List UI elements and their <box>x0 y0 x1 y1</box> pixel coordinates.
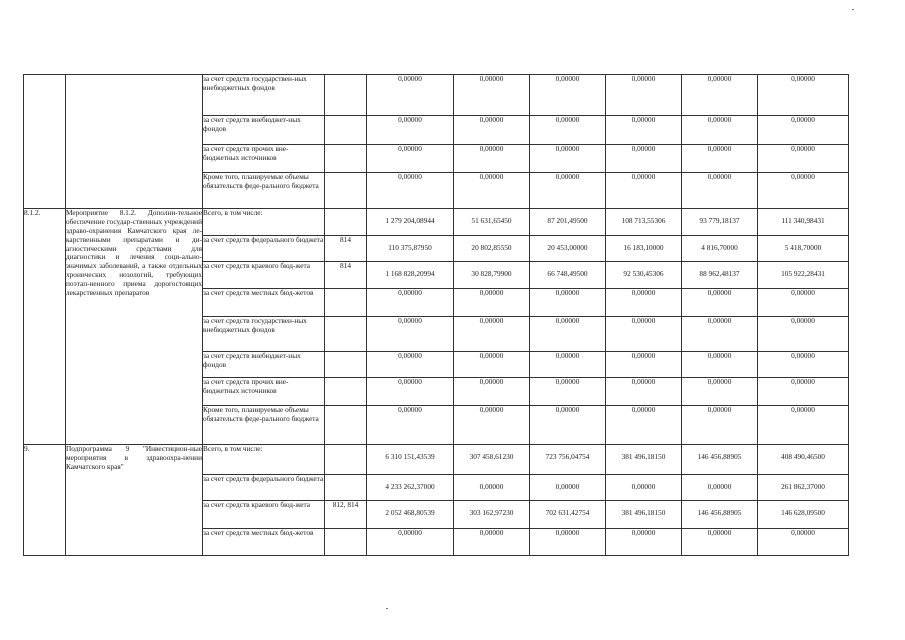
amount-year: 0,00000 <box>682 145 758 173</box>
table-row <box>24 75 849 116</box>
amount-year: 408 490,46500 <box>758 445 849 475</box>
amount-year: 0,00000 <box>606 406 682 445</box>
amount-total: 6 310 151,43539 <box>367 445 454 475</box>
funding-source: за счет средств краевого бюд-жета <box>203 262 325 289</box>
budget-code <box>325 529 367 556</box>
budget-code <box>325 209 367 236</box>
budget-code <box>325 378 367 406</box>
amount-year: 0,00000 <box>530 145 606 173</box>
amount-year: 0,00000 <box>454 116 530 145</box>
funding-source: за счет средств внебюджет-ных фондов <box>203 352 325 378</box>
program-name: Мероприятие 8.1.2. Дополни-тельное обеспечение государ-ственных учреждений здраво-охранения Камчатского края ле-карственными препаратами и ди-агностическими средствами для диагностики и лечения соци-ально-значимых заболеваний, а также отдельных хронических нозологий, требующих поэтап-ненного приема дорогостоящих лекарственных препаратов <box>66 209 203 445</box>
funding-source: за счет средств внебюджет-ных фондов <box>203 116 325 145</box>
amount-year: 66 748,49500 <box>530 262 606 289</box>
amount-year: 0,00000 <box>606 145 682 173</box>
amount-total: 4 233 262,37000 <box>367 475 454 501</box>
amount-year: 0,00000 <box>606 352 682 378</box>
row-number: 9. <box>24 445 66 556</box>
amount-total: 0,00000 <box>367 406 454 445</box>
amount-year: 87 201,49500 <box>530 209 606 236</box>
amount-year: 381 496,18150 <box>606 445 682 475</box>
amount-total: 0,00000 <box>367 116 454 145</box>
funding-source: за счет средств государствен-ных внебюджетных фондов <box>203 317 325 352</box>
amount-year: 0,00000 <box>530 352 606 378</box>
amount-year: 0,00000 <box>454 406 530 445</box>
amount-year: 0,00000 <box>530 406 606 445</box>
table-row <box>24 209 849 236</box>
program-name <box>66 75 203 209</box>
budget-code <box>325 475 367 501</box>
budget-code <box>325 289 367 317</box>
funding-source: за счет средств прочих вне-бюджетных источников <box>203 378 325 406</box>
amount-year: 0,00000 <box>758 378 849 406</box>
amount-year: 0,00000 <box>606 378 682 406</box>
amount-year: 108 713,55306 <box>606 209 682 236</box>
amount-total: 2 052 468,80539 <box>367 501 454 529</box>
amount-year: 0,00000 <box>530 75 606 116</box>
amount-year: 303 162,97230 <box>454 501 530 529</box>
amount-year: 0,00000 <box>606 289 682 317</box>
amount-total: 0,00000 <box>367 145 454 173</box>
amount-year: 0,00000 <box>758 145 849 173</box>
funding-source: за счет средств местных бюд-жетов <box>203 289 325 317</box>
budget-code <box>325 445 367 475</box>
amount-total: 0,00000 <box>367 529 454 556</box>
amount-year: 111 340,98431 <box>758 209 849 236</box>
amount-year: 146 456,88905 <box>682 501 758 529</box>
budget-code: 812, 814 <box>325 501 367 529</box>
amount-year: 93 779,18137 <box>682 209 758 236</box>
amount-year: 51 631,65450 <box>454 209 530 236</box>
amount-year: 307 458,61230 <box>454 445 530 475</box>
amount-year: 0,00000 <box>758 406 849 445</box>
amount-year: 0,00000 <box>454 529 530 556</box>
amount-year: 381 496,18150 <box>606 501 682 529</box>
row-number: 8.1.2. <box>24 209 66 445</box>
amount-year: 0,00000 <box>530 173 606 209</box>
funding-source: Кроме того, планируемые объемы обязательств феде-рального бюджета <box>203 173 325 209</box>
amount-year: 0,00000 <box>682 116 758 145</box>
amount-year: 0,00000 <box>682 406 758 445</box>
amount-year: 0,00000 <box>606 529 682 556</box>
amount-year: 0,00000 <box>606 75 682 116</box>
budget-code: 814 <box>325 236 367 262</box>
budget-code <box>325 406 367 445</box>
funding-source: за счет средств местных бюд-жетов <box>203 529 325 556</box>
amount-year: 0,00000 <box>682 173 758 209</box>
amount-year: 0,00000 <box>682 475 758 501</box>
amount-year: 0,00000 <box>454 289 530 317</box>
amount-total: 1 279 204,08944 <box>367 209 454 236</box>
amount-year: 5 418,70000 <box>758 236 849 262</box>
budget-code: 814 <box>325 262 367 289</box>
amount-total: 0,00000 <box>367 289 454 317</box>
table-row <box>24 445 849 475</box>
amount-year: 0,00000 <box>758 529 849 556</box>
amount-year: 0,00000 <box>758 317 849 352</box>
amount-year: 0,00000 <box>758 75 849 116</box>
funding-source: за счет средств государствен-ных внебюджетных фондов <box>203 75 325 116</box>
amount-year: 0,00000 <box>454 352 530 378</box>
scan-speck <box>386 608 388 609</box>
funding-source: за счет средств федерального бюджета <box>203 475 325 501</box>
amount-year: 0,00000 <box>682 529 758 556</box>
amount-year: 0,00000 <box>454 317 530 352</box>
amount-year: 16 183,10000 <box>606 236 682 262</box>
amount-year: 0,00000 <box>682 352 758 378</box>
program-name: Подпрограмма 9 "Инвестицион-ные мероприятия в здравоохра-нении Камчатского края" <box>66 445 203 556</box>
budget-table <box>23 74 849 556</box>
amount-year: 0,00000 <box>682 75 758 116</box>
amount-total: 0,00000 <box>367 75 454 116</box>
amount-year: 0,00000 <box>454 75 530 116</box>
amount-year: 0,00000 <box>530 116 606 145</box>
amount-year: 0,00000 <box>530 317 606 352</box>
amount-total: 1 168 828,20994 <box>367 262 454 289</box>
amount-year: 702 631,42754 <box>530 501 606 529</box>
amount-year: 0,00000 <box>606 173 682 209</box>
budget-code <box>325 145 367 173</box>
amount-total: 110 375,87950 <box>367 236 454 262</box>
amount-total: 0,00000 <box>367 378 454 406</box>
budget-code <box>325 173 367 209</box>
amount-total: 0,00000 <box>367 352 454 378</box>
amount-year: 0,00000 <box>758 116 849 145</box>
amount-total: 0,00000 <box>367 317 454 352</box>
amount-year: 92 530,45306 <box>606 262 682 289</box>
budget-code <box>325 116 367 145</box>
amount-year: 146 456,88905 <box>682 445 758 475</box>
amount-year: 0,00000 <box>682 289 758 317</box>
amount-year: 0,00000 <box>530 289 606 317</box>
amount-year: 723 756,04754 <box>530 445 606 475</box>
budget-code <box>325 75 367 116</box>
amount-year: 0,00000 <box>606 317 682 352</box>
amount-year: 0,00000 <box>530 378 606 406</box>
amount-year: 20 453,00000 <box>530 236 606 262</box>
amount-year: 0,00000 <box>606 475 682 501</box>
amount-year: 0,00000 <box>454 145 530 173</box>
funding-source: за счет средств краевого бюд-жета <box>203 501 325 529</box>
row-number <box>24 75 66 209</box>
amount-total: 0,00000 <box>367 173 454 209</box>
amount-year: 30 828,79900 <box>454 262 530 289</box>
table-body <box>24 75 849 556</box>
amount-year: 0,00000 <box>454 378 530 406</box>
amount-year: 20 802,85550 <box>454 236 530 262</box>
amount-year: 0,00000 <box>682 378 758 406</box>
amount-year: 0,00000 <box>606 116 682 145</box>
funding-source: за счет средств прочих вне-бюджетных источников <box>203 145 325 173</box>
scan-speck <box>852 9 854 10</box>
amount-year: 88 962,48137 <box>682 262 758 289</box>
amount-year: 0,00000 <box>758 352 849 378</box>
amount-year: 0,00000 <box>530 529 606 556</box>
budget-code <box>325 317 367 352</box>
amount-year: 0,00000 <box>758 173 849 209</box>
amount-year: 146 628,09500 <box>758 501 849 529</box>
funding-source: за счет средств федерального бюджета <box>203 236 325 262</box>
amount-year: 0,00000 <box>682 317 758 352</box>
amount-year: 0,00000 <box>454 173 530 209</box>
budget-code <box>325 352 367 378</box>
funding-source: Всего, в том числе: <box>203 445 325 475</box>
amount-year: 4 816,70000 <box>682 236 758 262</box>
amount-year: 0,00000 <box>758 289 849 317</box>
amount-year: 261 862,37000 <box>758 475 849 501</box>
amount-year: 0,00000 <box>454 475 530 501</box>
amount-year: 105 922,28431 <box>758 262 849 289</box>
funding-source: Кроме того, планируемые объемы обязательств феде-рального бюджета <box>203 406 325 445</box>
funding-source: Всего, в том числе: <box>203 209 325 236</box>
amount-year: 0,00000 <box>530 475 606 501</box>
